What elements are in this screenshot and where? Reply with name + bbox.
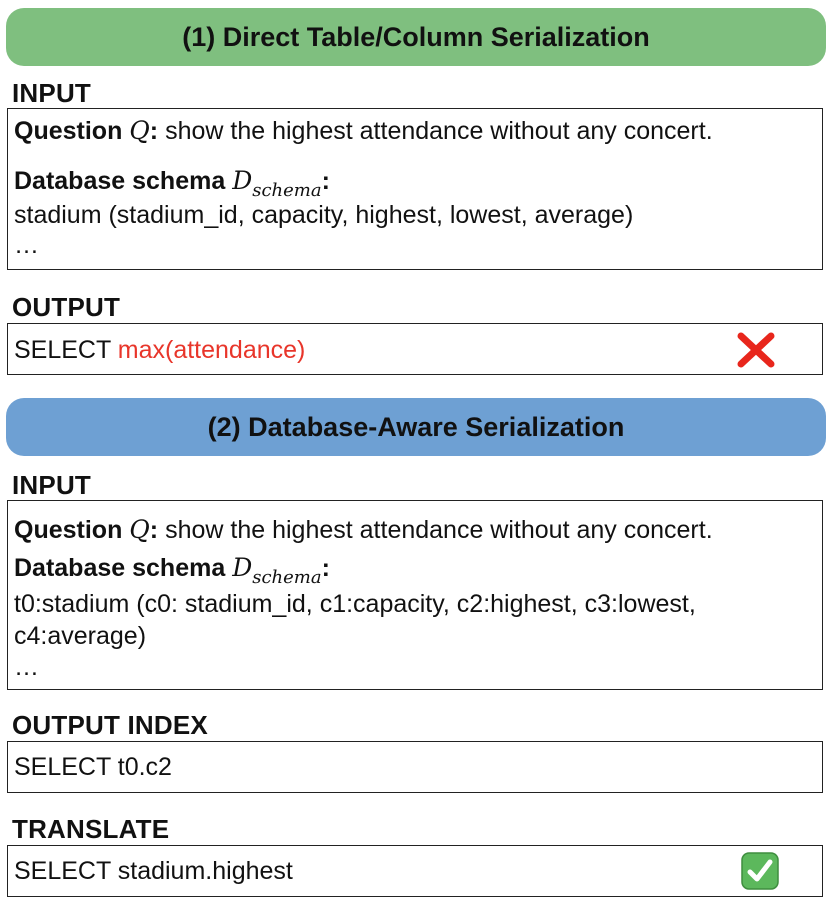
section2-title-banner bbox=[6, 398, 826, 456]
section2-translate-label: TRANSLATE bbox=[12, 814, 170, 844]
section2-translate-box bbox=[7, 845, 823, 897]
section2-schema-label: Database schema bbox=[14, 554, 226, 582]
section1-output-highlight: max(attendance) bbox=[117, 336, 306, 364]
section2-input-box bbox=[7, 500, 823, 690]
section2-question-text: show the highest attendance without any concert. bbox=[165, 516, 713, 544]
section2-ellipsis: … bbox=[14, 653, 39, 681]
section2-schema-line-2: c4:average) bbox=[14, 622, 147, 650]
section2-input-label: INPUT bbox=[12, 470, 91, 500]
section1-question-line bbox=[14, 116, 713, 146]
section2-schema-symbol: D bbox=[232, 553, 253, 582]
section2-output-index-text: SELECT t0.c2 bbox=[14, 753, 172, 781]
check-icon bbox=[741, 852, 779, 890]
section2-translate-text: SELECT stadium.highest bbox=[14, 857, 293, 885]
section2-question-colon: : bbox=[149, 516, 159, 544]
section1-schema-line: stadium (stadium_id, capacity, highest, lowest, average) bbox=[14, 201, 634, 229]
section2-schema-colon: : bbox=[321, 554, 330, 582]
section2-title: (2) Database-Aware Serialization bbox=[207, 412, 625, 442]
section1-question-label: Question bbox=[14, 117, 123, 145]
section2-output-index-box bbox=[7, 741, 823, 793]
section1-schema-symbol: D bbox=[232, 166, 253, 195]
section2-schema-heading bbox=[14, 553, 330, 588]
section1-question-colon: : bbox=[149, 117, 159, 145]
section2-schema-subscript: schema bbox=[252, 567, 322, 588]
section1-input-label: INPUT bbox=[12, 78, 91, 108]
cross-icon bbox=[736, 332, 776, 368]
section1-question-symbol: Q bbox=[129, 116, 150, 145]
section1-schema-subscript: schema bbox=[252, 180, 322, 201]
section1-output-box bbox=[7, 323, 823, 375]
section1-ellipsis: … bbox=[14, 231, 39, 259]
section2-schema-line-1: t0:stadium (c0: stadium_id, c1:capacity, c2:highest, c3:lowest, bbox=[14, 590, 696, 618]
section1-output-prefix: SELECT bbox=[14, 336, 111, 364]
section2-output-index-label: OUTPUT INDEX bbox=[12, 710, 208, 740]
section1-input-box bbox=[7, 108, 823, 270]
section2-question-symbol: Q bbox=[129, 515, 150, 544]
section1-schema-label: Database schema bbox=[14, 167, 226, 195]
section1-title-banner bbox=[6, 8, 826, 66]
section1-schema-heading bbox=[14, 166, 330, 201]
section1-title: (1) Direct Table/Column Serialization bbox=[182, 22, 650, 52]
section1-output-line bbox=[14, 336, 305, 365]
section1-schema-colon: : bbox=[321, 167, 330, 195]
section2-question-label: Question bbox=[14, 516, 123, 544]
section1-output-label: OUTPUT bbox=[12, 292, 121, 322]
section2-question-line bbox=[14, 515, 713, 545]
section1-question-text: show the highest attendance without any concert. bbox=[165, 117, 713, 145]
